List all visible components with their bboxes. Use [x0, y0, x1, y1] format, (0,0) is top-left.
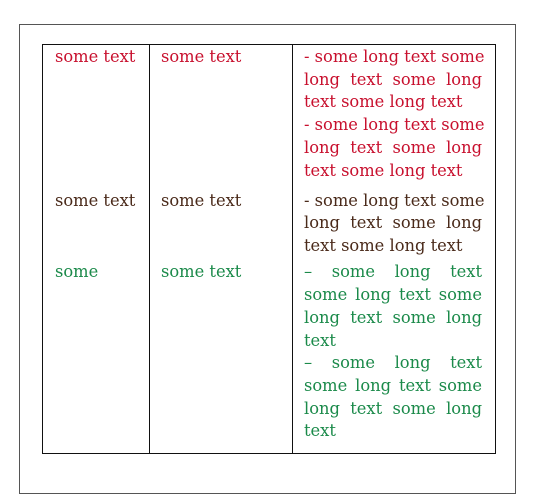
table-row: [43, 190, 496, 262]
cell-col2: some text: [150, 45, 293, 190]
long-text-line: – some long text: [304, 353, 482, 373]
long-text-line: text some long text: [304, 160, 463, 180]
long-text-line: long text some long: [304, 398, 482, 418]
long-text-line: long text some long: [304, 307, 482, 327]
cell-col3: [293, 261, 496, 453]
long-text-line: long text some long: [304, 69, 482, 89]
long-text-line: text some long text: [304, 236, 463, 256]
text-table: [42, 44, 496, 454]
cell-col3: [293, 190, 496, 262]
cell-col3: [293, 45, 496, 190]
cell-col1: some: [43, 261, 150, 453]
long-text-line: text some long text: [304, 92, 463, 112]
long-text-line: long text some long: [304, 137, 482, 157]
cell-col1: some text: [43, 190, 150, 262]
table-row: [43, 261, 496, 453]
long-text-line: - some long text some: [304, 47, 485, 66]
long-text-line: text: [304, 421, 336, 441]
long-text-line: long text some long: [304, 213, 482, 233]
table-row: [43, 45, 496, 190]
long-text-line: - some long text some: [304, 115, 485, 135]
long-text-line: text: [304, 330, 336, 350]
long-text-line: – some long text: [304, 262, 482, 282]
long-text-line: some long text some: [304, 285, 482, 305]
cell-col1: some text: [43, 45, 150, 190]
long-text-line: some long text some: [304, 376, 482, 395]
long-text-line: - some long text some: [304, 190, 485, 210]
cell-col2: some text: [150, 261, 293, 453]
cell-col2: some text: [150, 190, 293, 262]
